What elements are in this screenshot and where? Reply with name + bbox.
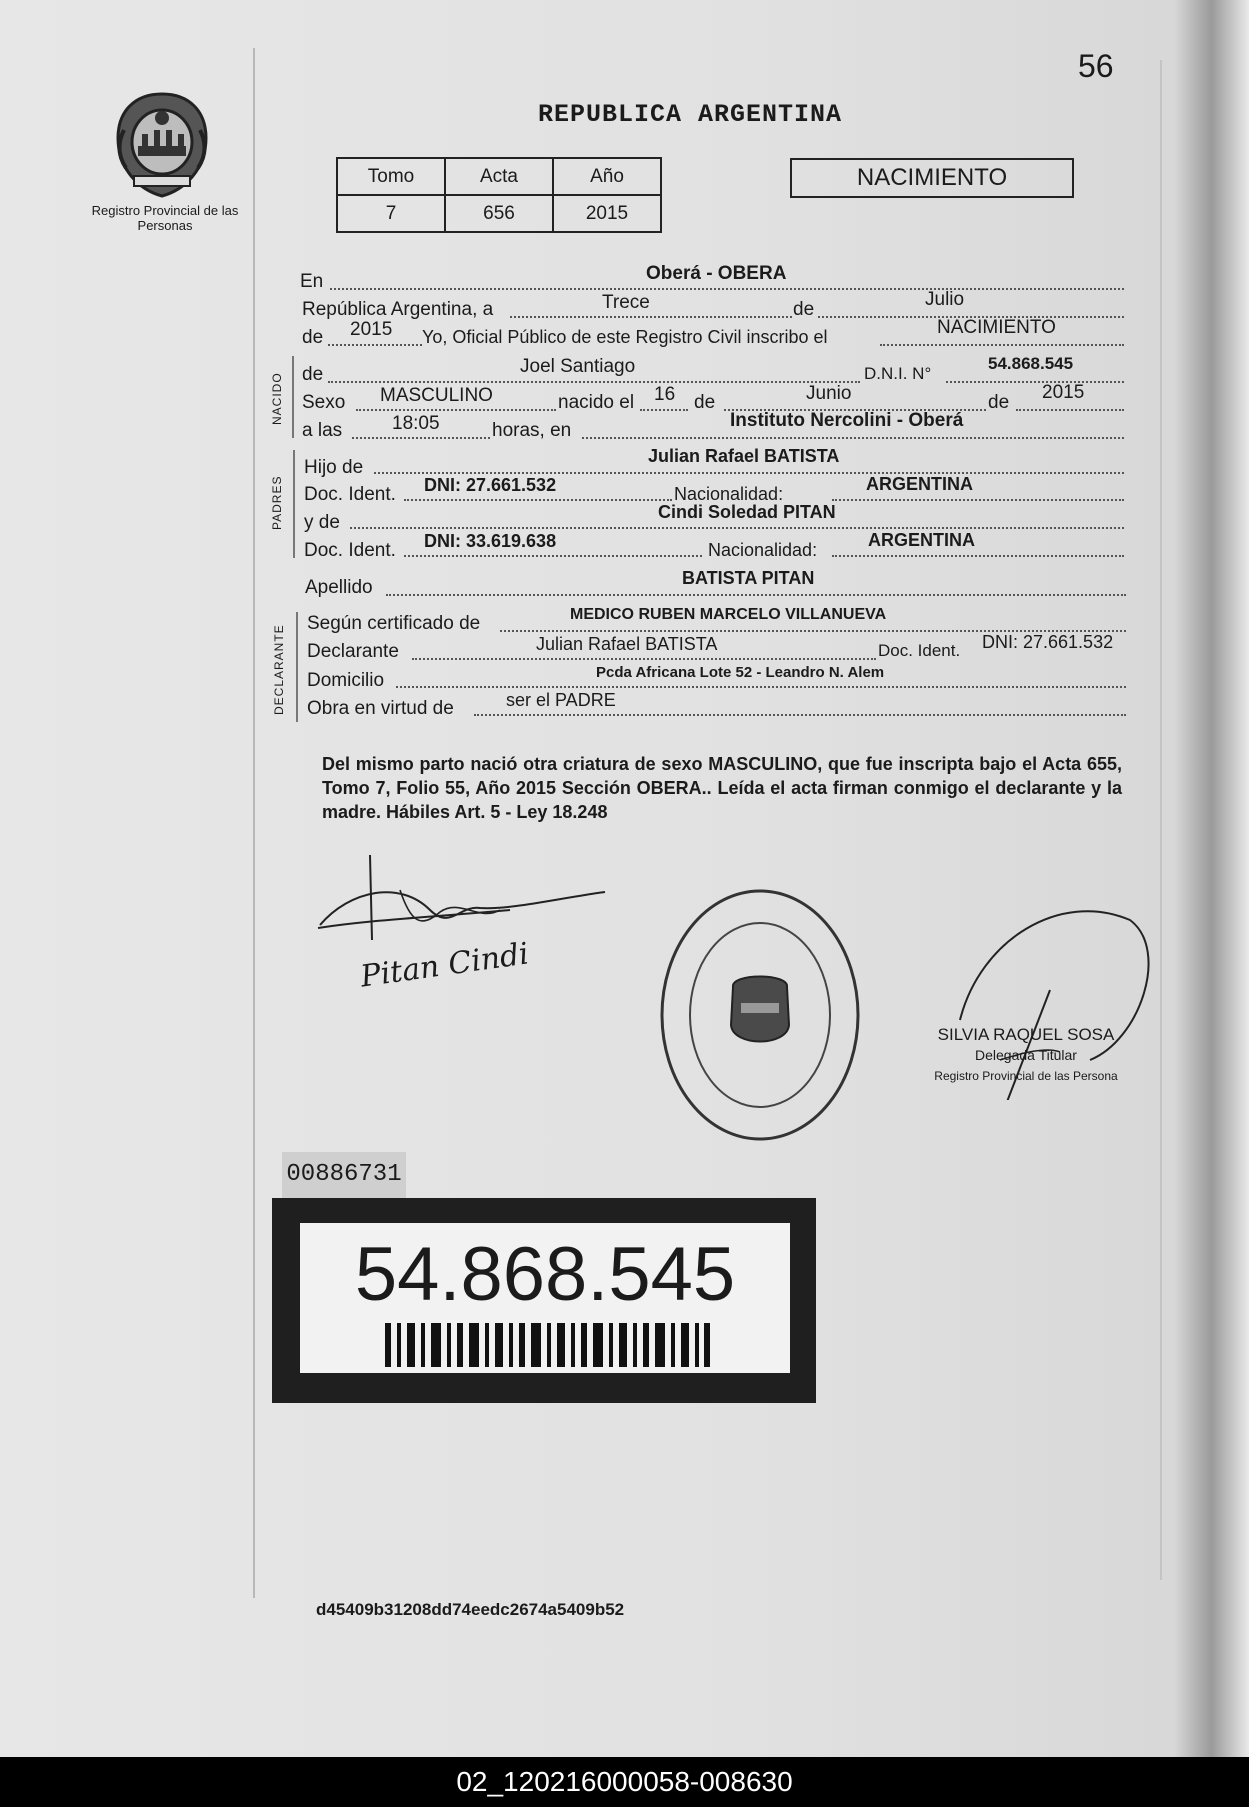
- province-emblem-icon: [112, 90, 212, 200]
- section-bracket: [296, 612, 298, 722]
- id-label-inner: [300, 1223, 790, 1373]
- y-de-label: y de: [304, 512, 340, 533]
- dotted-line: [356, 409, 556, 411]
- dotted-line: [946, 381, 1124, 383]
- registry-label: Registro Provincial de las Personas: [91, 203, 239, 233]
- header-acta: Acta: [445, 158, 553, 195]
- month-value: Julio: [925, 289, 965, 310]
- birth-year: 2015: [1042, 382, 1085, 403]
- dotted-line: [374, 472, 1124, 474]
- nacido-el-label: nacido el: [558, 392, 635, 413]
- oficial-text: Yo, Oficial Público de este Registro Civil inscribo el: [422, 327, 828, 347]
- father-doc-label: Doc. Ident.: [304, 484, 396, 505]
- dotted-line: [412, 658, 876, 660]
- dotted-line: [404, 499, 672, 501]
- mother-doc: DNI: 33.619.638: [424, 531, 557, 551]
- dotted-line: [880, 344, 1124, 346]
- father-nationality: ARGENTINA: [866, 474, 973, 494]
- value-ano: 2015: [553, 195, 661, 232]
- declarante-doc: DNI: 27.661.532: [982, 632, 1114, 652]
- mother-doc-label: Doc. Ident.: [304, 540, 396, 561]
- dotted-line: [328, 344, 422, 346]
- de-label-2: de: [302, 327, 324, 348]
- hijo-label: Hijo de: [304, 457, 364, 478]
- observation-text: Del mismo parto nació otra criatura de sexo MASCULINO, que fue inscripta bajo el Acta 655, Tomo 7, Folio 55, Año 2015 Sección OBERA.. Leída el acta firman conmigo el declarante y la madre. Hábiles Art. 5 - Ley 18.248: [322, 754, 1122, 822]
- father-doc: DNI: 27.661.532: [424, 475, 557, 495]
- birth-de-label-2: de: [988, 392, 1010, 413]
- footer-filename: 02_120216000058-008630: [0, 1757, 1249, 1807]
- hash-code: d45409b31208dd74eedc2674a5409b52: [316, 1600, 625, 1619]
- section-bracket: [293, 450, 295, 558]
- handwritten-name: Pitan Cindi: [358, 936, 531, 995]
- official-registry: Registro Provincial de las Persona: [934, 1069, 1118, 1083]
- a-las-label: a las: [302, 420, 343, 441]
- mother-name: Cindi Soledad PITAN: [658, 502, 836, 522]
- dotted-line: [1016, 409, 1124, 411]
- en-value: Oberá - OBERA: [646, 263, 787, 284]
- birth-month: Junio: [806, 383, 852, 404]
- sexo-label: Sexo: [302, 392, 346, 413]
- dni-label: D.N.I. N°: [864, 364, 932, 383]
- obra-label: Obra en virtud de: [307, 698, 454, 719]
- birth-day: 16: [654, 384, 676, 405]
- declarante-section-label: DECLARANTE: [272, 624, 286, 715]
- dotted-line: [832, 555, 1124, 557]
- day-value: Trece: [602, 292, 650, 313]
- declarante-doc-label: Doc. Ident.: [878, 641, 961, 660]
- header-tomo: Tomo: [337, 158, 445, 195]
- official-stamp-icon: [655, 885, 865, 1145]
- official-name: SILVIA RAQUEL SOSA: [937, 1025, 1115, 1044]
- child-name: Joel Santiago: [520, 356, 636, 377]
- dotted-line: [330, 288, 1124, 290]
- right-margin-line: [1160, 60, 1162, 1580]
- father-nationality-label: Nacionalidad:: [674, 484, 784, 504]
- birth-de-label: de: [694, 392, 716, 413]
- dotted-line: [510, 316, 792, 318]
- margin-line: [253, 48, 255, 1598]
- apellido-value: BATISTA PITAN: [682, 568, 815, 588]
- certificado-value: MEDICO RUBEN MARCELO VILLANUEVA: [570, 606, 887, 623]
- place-value: Instituto Nercolini - Oberá: [730, 410, 964, 431]
- dotted-line: [582, 437, 1124, 439]
- country-title: REPUBLICA ARGENTINA: [537, 100, 843, 129]
- reference-table: [336, 157, 662, 233]
- year-value: 2015: [350, 319, 393, 340]
- dotted-line: [474, 714, 1126, 716]
- dotted-line: [832, 499, 1124, 501]
- padres-section-label: PADRES: [270, 475, 284, 530]
- page-number: 56: [1078, 48, 1114, 84]
- father-name: Julian Rafael BATISTA: [648, 446, 840, 466]
- inscribo-value: NACIMIENTO: [937, 317, 1056, 338]
- dotted-line: [396, 686, 1126, 688]
- dotted-line: [386, 594, 1126, 596]
- header-ano: Año: [553, 158, 661, 195]
- obra-value: ser el PADRE: [506, 690, 616, 710]
- barcode-icon: [385, 1323, 710, 1367]
- dotted-line: [352, 437, 490, 439]
- en-label: En: [300, 271, 324, 292]
- declarante-label: Declarante: [307, 641, 399, 662]
- hour-value: 18:05: [392, 413, 440, 434]
- value-acta: 656: [445, 195, 553, 232]
- label-number: 54.868.545: [354, 1232, 736, 1317]
- domicilio-value: Pcda Africana Lote 52 - Leandro N. Alem: [596, 664, 885, 681]
- dotted-line: [640, 409, 688, 411]
- dotted-line: [404, 555, 702, 557]
- dotted-line: [328, 381, 860, 383]
- declarante-value: Julian Rafael BATISTA: [536, 634, 718, 654]
- dni-value: 54.868.545: [988, 354, 1074, 373]
- horas-label: horas, en: [492, 420, 572, 441]
- nacido-section-label: NACIDO: [270, 372, 284, 425]
- mother-nationality: ARGENTINA: [868, 530, 975, 550]
- mother-nationality-label: Nacionalidad:: [708, 540, 818, 560]
- nacido-de-label: de: [302, 364, 324, 385]
- republica-label: República Argentina, a: [302, 299, 494, 320]
- official-role: Delegada Titular: [975, 1047, 1077, 1063]
- id-label-sticker: [272, 1198, 816, 1403]
- value-tomo: 7: [337, 195, 445, 232]
- sexo-value: MASCULINO: [380, 385, 493, 406]
- dotted-line: [350, 527, 1124, 529]
- certificado-label: Según certificado de: [307, 613, 481, 634]
- serial-number: 00886731: [282, 1152, 406, 1198]
- act-type-box: NACIMIENTO: [790, 158, 1074, 198]
- de-label: de: [793, 299, 815, 320]
- section-bracket: [292, 356, 294, 438]
- apellido-label: Apellido: [305, 577, 373, 598]
- official-signature-block: [926, 1024, 1126, 1087]
- domicilio-label: Domicilio: [307, 670, 385, 691]
